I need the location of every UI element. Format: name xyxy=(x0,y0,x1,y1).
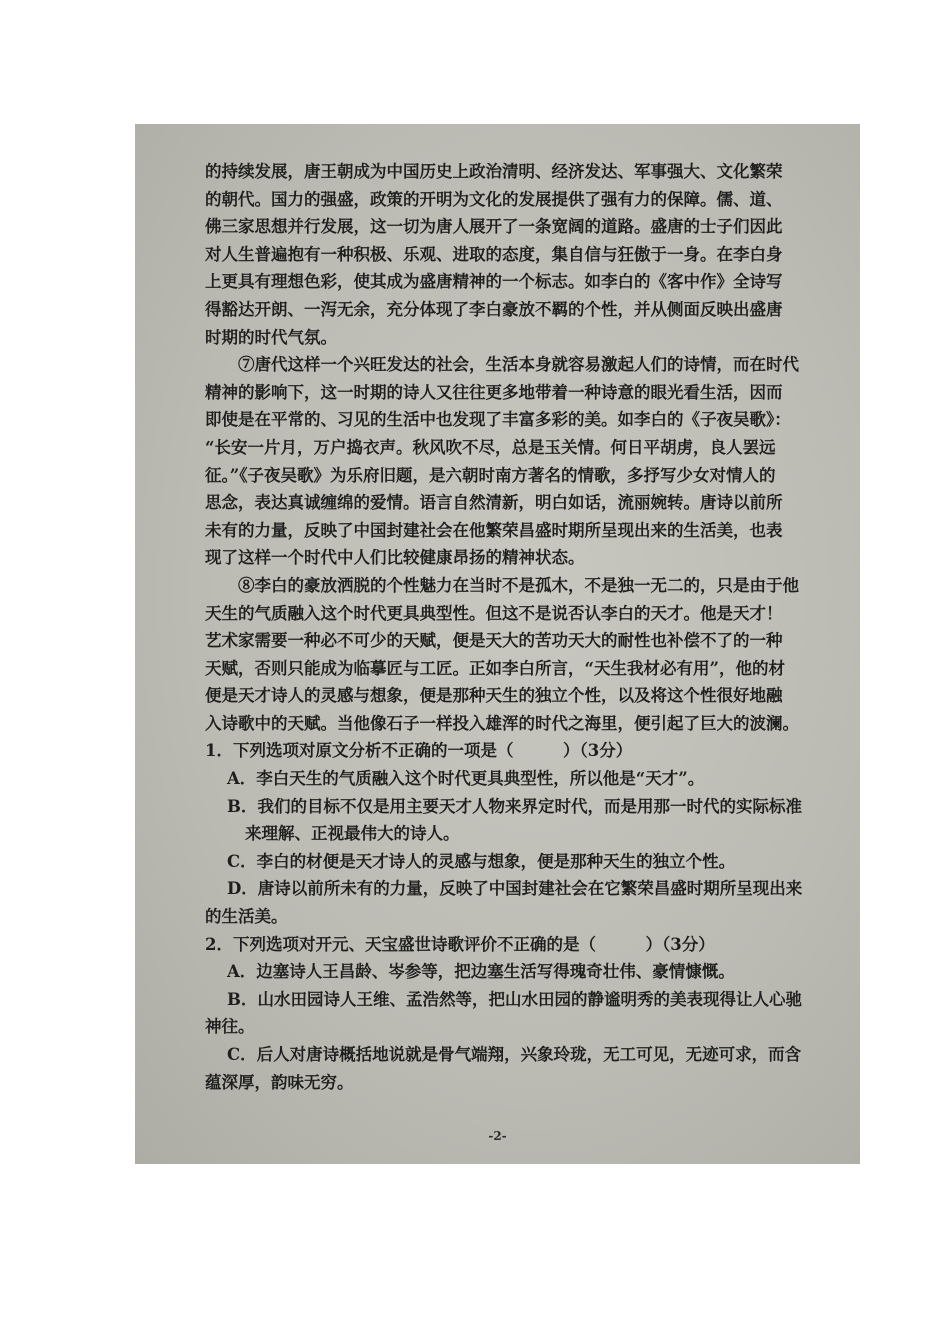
text-line: ⑦唐代这样一个兴旺发达的社会，生活本身就容易激起人们的诗情，而在时代 xyxy=(238,355,799,375)
option-b-continued: 来理解、正视最伟大的诗人。 xyxy=(245,824,460,844)
text-line: 时期的时代气氛。 xyxy=(205,327,337,347)
option-b: B．山水田园诗人王维、孟浩然等，把山水田园的静谧明秀的美表现得让人心驰 xyxy=(227,989,802,1009)
text-line: 征。”《子夜吴歌》为乐府旧题，是六朝时南方著名的情歌，多抒写少女对情人的 xyxy=(205,465,776,485)
option-c-continued: 蕴深厚，韵味无穷。 xyxy=(205,1072,354,1092)
document-body xyxy=(205,158,820,1096)
option-c: C．后人对唐诗概括地说就是骨气端翔，兴象玲珑，无工可见，无迹可求，而含 xyxy=(227,1045,802,1064)
text-line: 即使是在平常的、习见的生活中也发现了丰富多彩的美。如李白的《子夜吴歌》： xyxy=(205,410,791,430)
text-line: 的朝代。国力的强盛，政策的开明为文化的发展提供了强有力的保障。儒、道、 xyxy=(205,189,783,209)
option-d-continued: 的生活美。 xyxy=(205,907,288,927)
option-a: A．李白天生的气质融入这个时代更具典型性，所以他是“天才”。 xyxy=(227,769,705,789)
text-line: 思念，表达真诚缠绵的爱情。语言自然清新，明白如话，流丽婉转。唐诗以前所 xyxy=(205,493,783,513)
paragraph-7 xyxy=(205,351,820,572)
text-line: 上更具有理想色彩，使其成为盛唐精神的一个标志。如李白的《客中作》全诗写 xyxy=(205,272,783,292)
text-line: 便是天才诗人的灵感与想象，便是那种天生的独立个性，以及将这个性很好地融 xyxy=(205,686,783,706)
question-stem: 1．下列选项对原文分析不正确的一项是（ ）（3分） xyxy=(205,741,633,761)
text-line: 艺术家需要一种必不可少的天赋，便是天大的苦功天大的耐性也补偿不了的一种 xyxy=(205,631,783,651)
text-line: “长安一片月，万户捣衣声。秋风吹不尽，总是玉关情。何日平胡虏，良人罢远 xyxy=(205,437,776,457)
option-d: D．唐诗以前所未有的力量，反映了中国封建社会在它繁荣昌盛时期所呈现出来 xyxy=(227,879,803,899)
paragraph-8 xyxy=(205,572,820,738)
paragraph-6-continued xyxy=(205,158,820,351)
text-line: 天生的气质融入这个时代更具典型性。但这不是说否认李白的天才。他是天才！ xyxy=(205,603,783,623)
page-number: -2- xyxy=(488,1129,507,1143)
option-b: B．我们的目标不仅是用主要天才人物来界定时代，而是用那一时代的实际标准 xyxy=(227,796,802,816)
question-stem: 2．下列选项对开元、天宝盛世诗歌评价不正确的是（ ）（3分） xyxy=(205,934,715,954)
text-line: 得豁达开朗、一泻无余，充分体现了李白豪放不羁的个性，并从侧面反映出盛唐 xyxy=(205,299,783,319)
text-line: 的持续发展，唐王朝成为中国历史上政治清明、经济发达、军事强大、文化繁荣 xyxy=(205,162,783,181)
option-b-continued: 神往。 xyxy=(205,1017,255,1037)
text-line: 未有的力量，反映了中国封建社会在他繁荣昌盛时期所呈现出来的生活美，也表 xyxy=(205,520,783,540)
text-line: ⑧李白的豪放洒脱的个性魅力在当时不是孤木，不是独一无二的，只是由于他 xyxy=(238,575,799,595)
question-1 xyxy=(205,737,820,930)
scanned-page xyxy=(135,124,860,1164)
option-c: C．李白的材便是天才诗人的灵感与想象，便是那种天生的独立个性。 xyxy=(227,851,736,871)
text-line: 对人生普遍抱有一种积极、乐观、进取的态度，集自信与狂傲于一身。在李白身 xyxy=(205,244,783,264)
text-line: 天赋，否则只能成为临摹匠与工匠。正如李白所言，“天生我材必有用”，他的材 xyxy=(205,658,785,678)
question-2 xyxy=(205,931,820,1097)
text-line: 现了这样一个时代中人们比较健康昂扬的精神状态。 xyxy=(205,548,585,568)
option-a: A．边塞诗人王昌龄、岑参等，把边塞生活写得瑰奇壮伟、豪情慷慨。 xyxy=(227,962,735,982)
text-line: 佛三家思想并行发展，这一切为唐人展开了一条宽阔的道路。盛唐的士子们因此 xyxy=(205,217,783,237)
text-line: 入诗歌中的天赋。当他像石子一样投入雄浑的时代之海里，便引起了巨大的波澜。 xyxy=(205,713,799,733)
text-line: 精神的影响下，这一时期的诗人又往往更多地带着一种诗意的眼光看生活，因而 xyxy=(205,382,783,402)
